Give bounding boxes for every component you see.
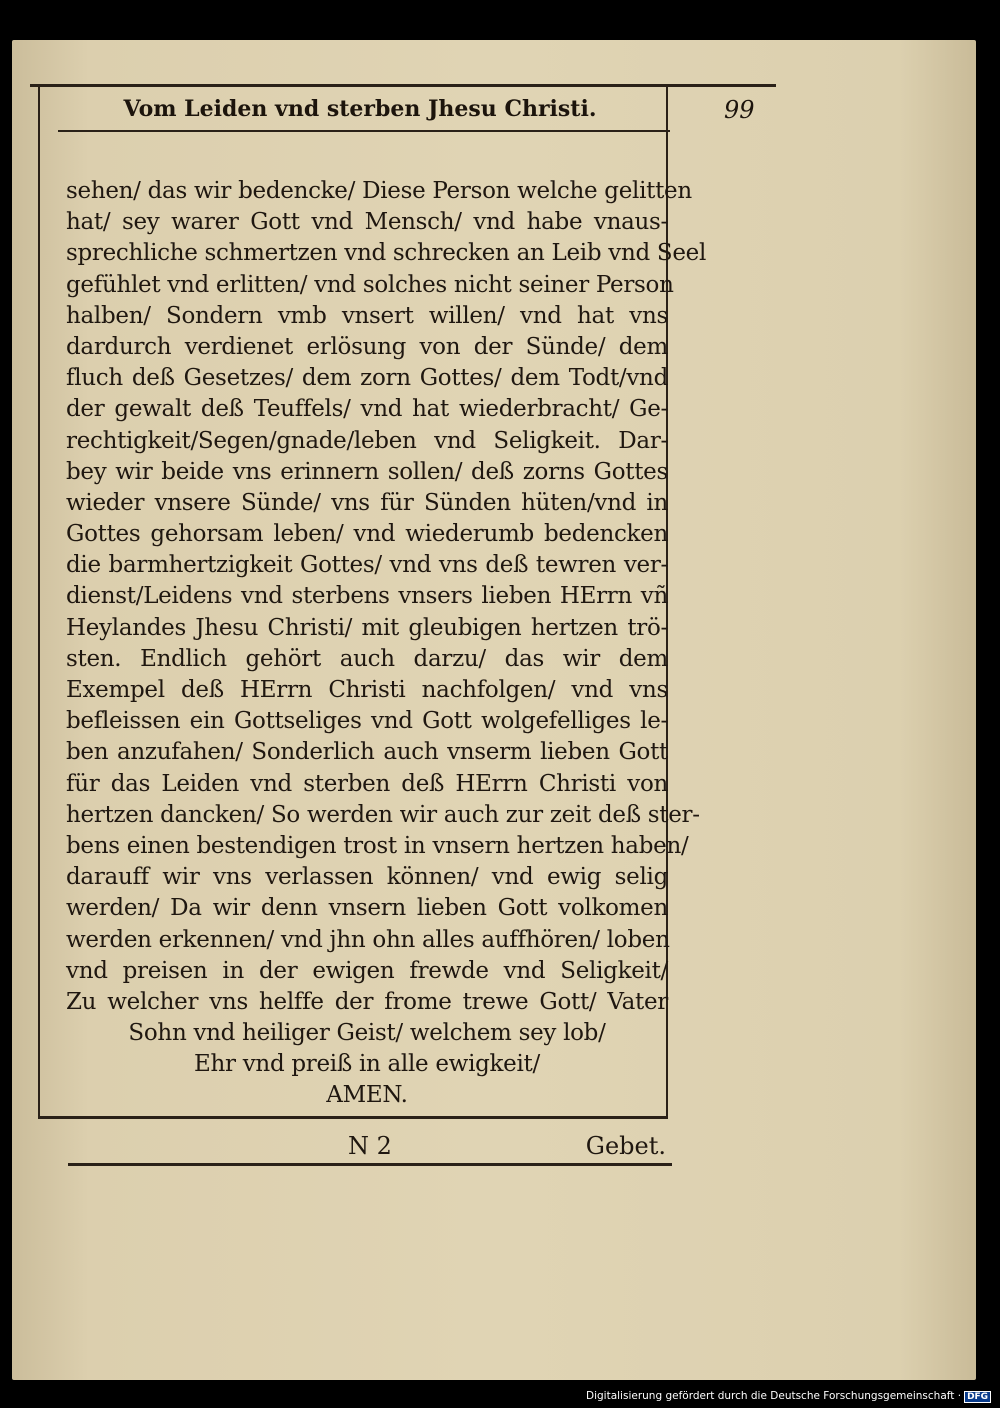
text-line: befleissen ein Gottseliges vnd Gott wolgefelliges le- [66,708,668,735]
text-line: hat/ sey warer Gott vnd Mensch/ vnd habe vnaus- [66,209,668,236]
text-line: Zu welcher vns helffe der frome trewe Gott/ Vater [66,988,668,1015]
text-line: die barmhertzigkeit Gottes/ vnd vns deß tewren ver- [66,552,668,579]
text-line: werden erkennen/ vnd jhn ohn alles auffhören/ loben [66,926,670,953]
text-line: ben anzufahen/ Sonderlich auch vnserm lieben Gott [66,739,668,766]
text-line: Gottes gehorsam leben/ vnd wiederumb bedencken [66,521,668,548]
text-line: Heylandes Jhesu Christi/ mit gleubigen hertzen trö- [66,614,668,641]
body-text [66,176,707,1112]
text-line: sehen/ das wir bedencke/ Diese Person welche gelitten [66,178,692,204]
closing-line: Ehr vnd preiß in alle ewigkeit/ [194,1051,540,1078]
text-line: wieder vnsere Sünde/ vns für Sünden hüten/vnd in [66,489,668,516]
text-line: gefühlet vnd erlitten/ vnd solches nicht seiner Person [66,271,674,298]
head-rule [58,130,670,132]
amen-line: AMEN. [326,1082,408,1109]
running-head: Vom Leiden vnd sterben Jhesu Christi. [123,96,597,122]
text-line: werden/ Da wir denn vnsern lieben Gott volkomen [66,895,668,922]
text-line: für das Leiden vnd sterben deß HErrn Christi von [66,770,668,797]
text-line: hertzen dancken/ So werden wir auch zur zeit deß ster- [66,801,700,828]
text-line: sprechliche schmertzen vnd schrecken an Leib vnd Seel [66,240,707,267]
bottom-rule [68,1163,672,1166]
text-line: bey wir beide vns erinnern sollen/ deß zorns Gottes [66,458,668,485]
dfg-logo[interactable]: DFG [964,1391,991,1403]
page-footer [78,1132,666,1164]
digitization-credit [586,1390,991,1403]
text-line: halben/ Sondern vmb vnsert willen/ vnd hat vns [66,302,668,329]
text-line: vnd preisen in der ewigen frewde vnd Seligkeit/ [66,957,668,984]
text-line: darauff wir vns verlassen können/ vnd ewig selig [66,864,668,891]
text-line: dardurch verdienet erlösung von der Sünde/ dem [66,333,668,360]
closing-line: Sohn vnd heiliger Geist/ welchem sey lob/ [128,1020,606,1047]
page-number: 99 [724,96,755,124]
signature-mark: N 2 [348,1132,392,1160]
text-line: der gewalt deß Teuffels/ vnd hat wiederbracht/ Ge- [66,396,668,423]
text-line: dienst/Leidens vnd sterbens vnsers lieben HErrn vñ [66,583,668,610]
text-line: fluch deß Gesetzes/ dem zorn Gottes/ dem Todt/vnd [66,365,668,392]
text-line: bens einen bestendigen trost in vnsern hertzen haben/ [66,832,689,859]
catchword: Gebet. [585,1132,666,1160]
text-line: Exempel deß HErrn Christi nachfolgen/ vnd vns [66,677,668,703]
text-line: sten. Endlich gehört auch darzu/ das wir dem [66,645,668,672]
credit-text: Digitalisierung gefördert durch die Deutsche Forschungsgemeinschaft · [586,1390,962,1402]
text-line: rechtigkeit/Segen/gnade/leben vnd Seligkeit. Dar- [66,427,668,454]
